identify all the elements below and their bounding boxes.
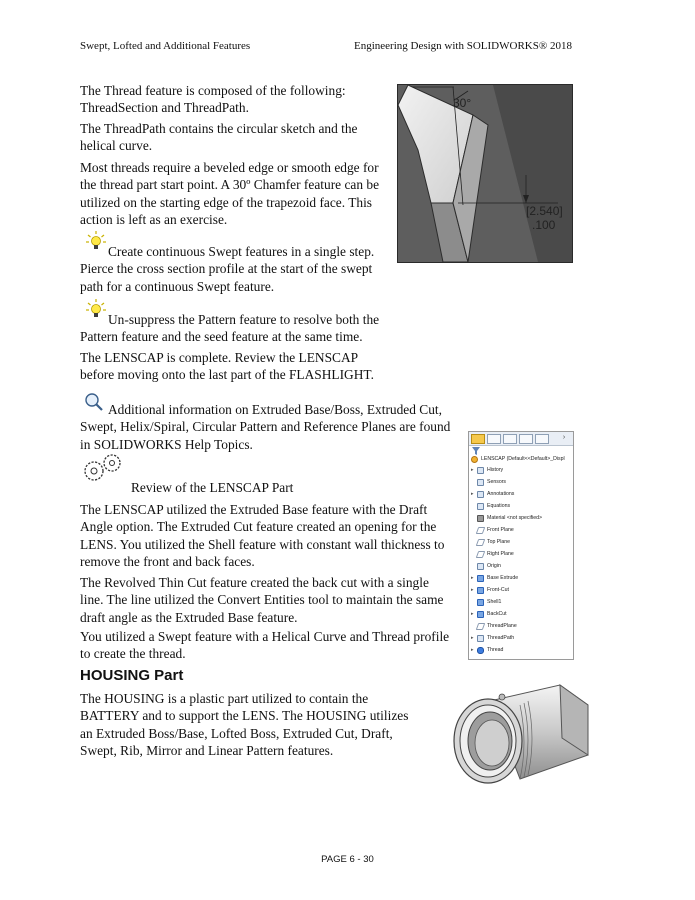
running-header-left: Swept, Lofted and Additional Features: [80, 40, 251, 52]
intro-paragraph-1: The Thread feature is composed of the following: ThreadSection and ThreadPath.: [80, 83, 346, 116]
annotations-icon: [477, 491, 484, 498]
tip-paragraph-1: Create continuous Swept features in a single step. Pierce the cross section profile at the start of the swept path for a continuous Swept feature.: [80, 244, 375, 294]
tip-paragraph-2: Un-suppress the Pattern feature to resolve both the Pattern feature and the seed feature at the same time.: [80, 312, 380, 345]
expand-arrow-icon[interactable]: ▸: [471, 647, 474, 653]
origin-icon: [477, 563, 484, 570]
expand-arrow-icon[interactable]: ▸: [471, 575, 474, 581]
tree-item[interactable]: [471, 561, 501, 571]
tree-item[interactable]: [471, 573, 518, 583]
tree-item-label: Thread: [487, 647, 504, 653]
material-icon: [477, 515, 484, 522]
tree-item-label: Origin: [487, 563, 501, 569]
tree-item-label: Material <not specified>: [487, 515, 543, 521]
plane-icon: [476, 623, 486, 630]
angle-dimension-label: 30°: [453, 96, 472, 110]
dimension-metric-label: [2.540]: [526, 204, 563, 218]
tree-item[interactable]: [471, 489, 514, 499]
tree-item-label: Sensors: [487, 479, 507, 485]
tree-item-label: ThreadPlane: [487, 623, 517, 629]
tree-item-label: Shell1: [487, 599, 502, 605]
tree-item-label: Base Extrude: [487, 575, 519, 581]
plane-icon: [476, 539, 486, 546]
tree-item[interactable]: [471, 633, 514, 643]
tree-item-label: Right Plane: [487, 551, 514, 557]
expand-arrow-icon[interactable]: ▸: [471, 491, 474, 497]
tree-item[interactable]: [471, 525, 514, 535]
dimxpert-tab-icon[interactable]: [519, 434, 533, 444]
tree-root-label: LENSCAP (Default<<Default>_Displ: [481, 456, 565, 462]
extrude-icon: [477, 575, 484, 582]
tree-item[interactable]: [471, 597, 501, 607]
review-title: Review of the LENSCAP Part: [131, 480, 294, 495]
tree-item[interactable]: [471, 609, 507, 619]
history-icon: [477, 467, 484, 474]
tree-item[interactable]: [471, 465, 503, 475]
expand-arrow-icon[interactable]: ▸: [471, 611, 474, 617]
housing-heading: HOUSING Part: [80, 667, 184, 684]
page-number: PAGE 6 - 30: [321, 854, 374, 865]
gears-review-icon: [81, 452, 127, 489]
curve-icon: [477, 635, 484, 642]
tree-item[interactable]: [471, 621, 517, 631]
tree-item-label: Front Plane: [487, 527, 514, 533]
feature-manager-tab-icon[interactable]: [471, 434, 485, 444]
housing-paragraph: The HOUSING is a plastic part utilized to contain the BATTERY and to support the LENS. The HOUSING utilizes an Extruded Boss/Base, Lofted Boss, Extruded Cut, Draft, Swept, Rib, Mirror and Linear Pattern features.: [80, 691, 409, 759]
thread-chamfer-figure: [397, 84, 573, 263]
display-manager-tab-icon[interactable]: [535, 434, 549, 444]
part-icon: [471, 456, 478, 463]
tree-item[interactable]: [471, 513, 542, 523]
property-manager-tab-icon[interactable]: [487, 434, 501, 444]
tree-item-label: Annotations: [487, 491, 515, 497]
configuration-manager-tab-icon[interactable]: [503, 434, 517, 444]
tree-root-item[interactable]: [471, 454, 565, 464]
feature-manager-tree[interactable]: [468, 431, 574, 660]
tree-item[interactable]: [471, 645, 503, 655]
expand-arrow-icon[interactable]: ▸: [471, 635, 474, 641]
tree-item-label: Front-Cut: [487, 587, 509, 593]
tree-item-label: History: [487, 467, 504, 473]
review-paragraph-3: You utilized a Swept feature with a Helical Curve and Thread profile to create the thread.: [80, 629, 450, 662]
tree-item[interactable]: [471, 537, 510, 547]
feature-manager-tabs: [469, 432, 573, 446]
tree-item-label: BackCut: [487, 611, 507, 617]
sensors-icon: [477, 479, 484, 486]
cut-icon: [477, 587, 484, 594]
thread-chamfer-drawing: [398, 85, 572, 262]
expand-arrow-icon[interactable]: ▸: [471, 587, 474, 593]
intro-paragraph-2: The ThreadPath contains the circular sketch and the helical curve.: [80, 121, 358, 154]
lenscap-complete-paragraph: The LENSCAP is complete. Review the LENSCAP before moving onto the last part of the FLASHLIGHT.: [80, 350, 374, 383]
housing-part-image: [450, 683, 590, 793]
expand-arrow-icon[interactable]: ▸: [471, 467, 474, 473]
running-header-right: Engineering Design with SOLIDWORKS® 2018: [354, 40, 572, 52]
plane-icon: [476, 551, 486, 558]
intro-paragraph-3: Most threads require a beveled edge or smooth edge for the thread part start point. A 30º Chamfer feature can be utilized on the starting edge of the trapezoid face. This action is left as an exercise.: [80, 160, 380, 228]
plane-icon: [476, 527, 486, 534]
tree-item-label: Equations: [487, 503, 511, 509]
equations-icon: [477, 503, 484, 510]
review-paragraph-2: The Revolved Thin Cut feature created the back cut with a single line. The line utilized the Convert Entities tool to maintain the same draft angle as the Extruded Base feature.: [80, 575, 444, 625]
sweep-icon: [477, 647, 484, 654]
shell-icon: [477, 599, 484, 606]
dimension-inch-label: .100: [532, 218, 556, 232]
tree-item[interactable]: [471, 585, 509, 595]
tree-item[interactable]: [471, 477, 506, 487]
additional-info-paragraph: Additional information on Extruded Base/Boss, Extruded Cut, Swept, Helix/Spiral, Circular Pattern and Reference Planes are found in SOLIDWORKS Help Topics.: [80, 402, 451, 452]
review-paragraph-1: The LENSCAP utilized the Extruded Base feature with the Draft Angle option. The Extruded Cut feature created an opening for the LENS. You utilized the Shell feature with constant wall thickness to remove the front and back faces.: [80, 502, 445, 570]
chevron-right-icon[interactable]: ›: [562, 433, 566, 441]
tree-item[interactable]: [471, 549, 514, 559]
tree-item-label: ThreadPath: [487, 635, 515, 641]
revolve-cut-icon: [477, 611, 484, 618]
tree-item[interactable]: [471, 501, 510, 511]
tree-item-label: Top Plane: [487, 539, 511, 545]
housing-3d-drawing: [450, 683, 590, 793]
